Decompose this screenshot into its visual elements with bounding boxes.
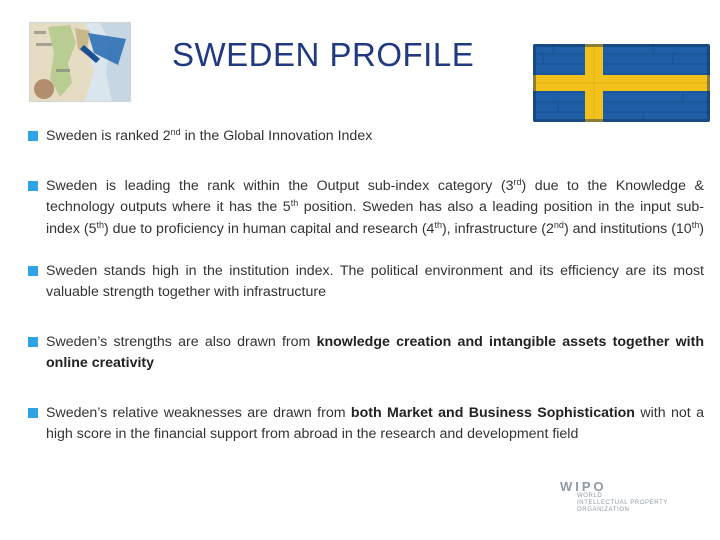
bullet-text: ) due to proficiency in human capital and research (4: [104, 220, 435, 237]
bullet-text: in the Global Innovation Index: [180, 128, 373, 144]
wipo-acronym: WIPO: [560, 479, 607, 494]
ordinal-suffix: nd: [553, 219, 564, 230]
swedish-flag-image: [533, 44, 710, 122]
bullet-text: position. Sweden has also a leading position in the input sub-index (5: [46, 199, 704, 237]
map-image: [29, 22, 131, 102]
wipo-name-line-3: ORGANIZATION: [577, 507, 630, 513]
bullet-strengths: [28, 332, 704, 374]
bullet-output-subindex: [28, 176, 704, 240]
ordinal-suffix: rd: [513, 177, 522, 188]
bullet-text: ), infrastructure (2: [441, 220, 554, 237]
ordinal-suffix: nd: [170, 127, 181, 137]
bullet-list: [28, 126, 704, 445]
bullet-text: with not a high score in the financial support from abroad in the research and development field: [46, 404, 704, 442]
bullet-weaknesses: [28, 403, 704, 445]
bullet-text: Sweden’s relative weaknesses are drawn from: [46, 404, 351, 421]
bullet-text: ) due to the Knowledge & technology outputs where it has the 5: [46, 178, 704, 216]
bullet-text: ) and institutions (10: [563, 220, 692, 237]
bullet-text: Sweden’s strengths are also drawn from: [46, 334, 317, 351]
bullet-marker: [28, 408, 38, 418]
wipo-logo: [560, 479, 710, 519]
bullet-institution-index: [28, 261, 704, 303]
bullet-text: Sweden is leading the rank within the Output sub-index category (3: [46, 178, 514, 195]
wipo-name-line-1: WORLD: [577, 493, 603, 499]
bullet-text: Sweden is ranked 2: [46, 128, 171, 144]
bullet-text: ): [699, 220, 704, 237]
bullet-marker: [28, 181, 38, 191]
bullet-marker: [28, 337, 38, 347]
ordinal-suffix: th: [290, 198, 299, 209]
bullet-marker: [28, 131, 38, 141]
ordinal-suffix: th: [434, 219, 442, 230]
bullet-ranking: [28, 126, 704, 147]
ordinal-suffix: th: [691, 219, 700, 230]
ordinal-suffix: th: [96, 219, 104, 230]
bullet-text: Sweden stands high in the institution index. The political environment and its efficiency are its most valuable strength together with infrastructure: [46, 262, 704, 301]
page-title: SWEDEN PROFILE: [172, 36, 475, 73]
wipo-name-line-2: INTELLECTUAL PROPERTY: [577, 500, 668, 506]
bullet-marker: [28, 266, 38, 276]
bullet-bold-text: both Market and Business Sophistication: [350, 404, 635, 421]
bullet-bold-text: knowledge creation and intangible assets together with online creativity: [46, 334, 704, 372]
